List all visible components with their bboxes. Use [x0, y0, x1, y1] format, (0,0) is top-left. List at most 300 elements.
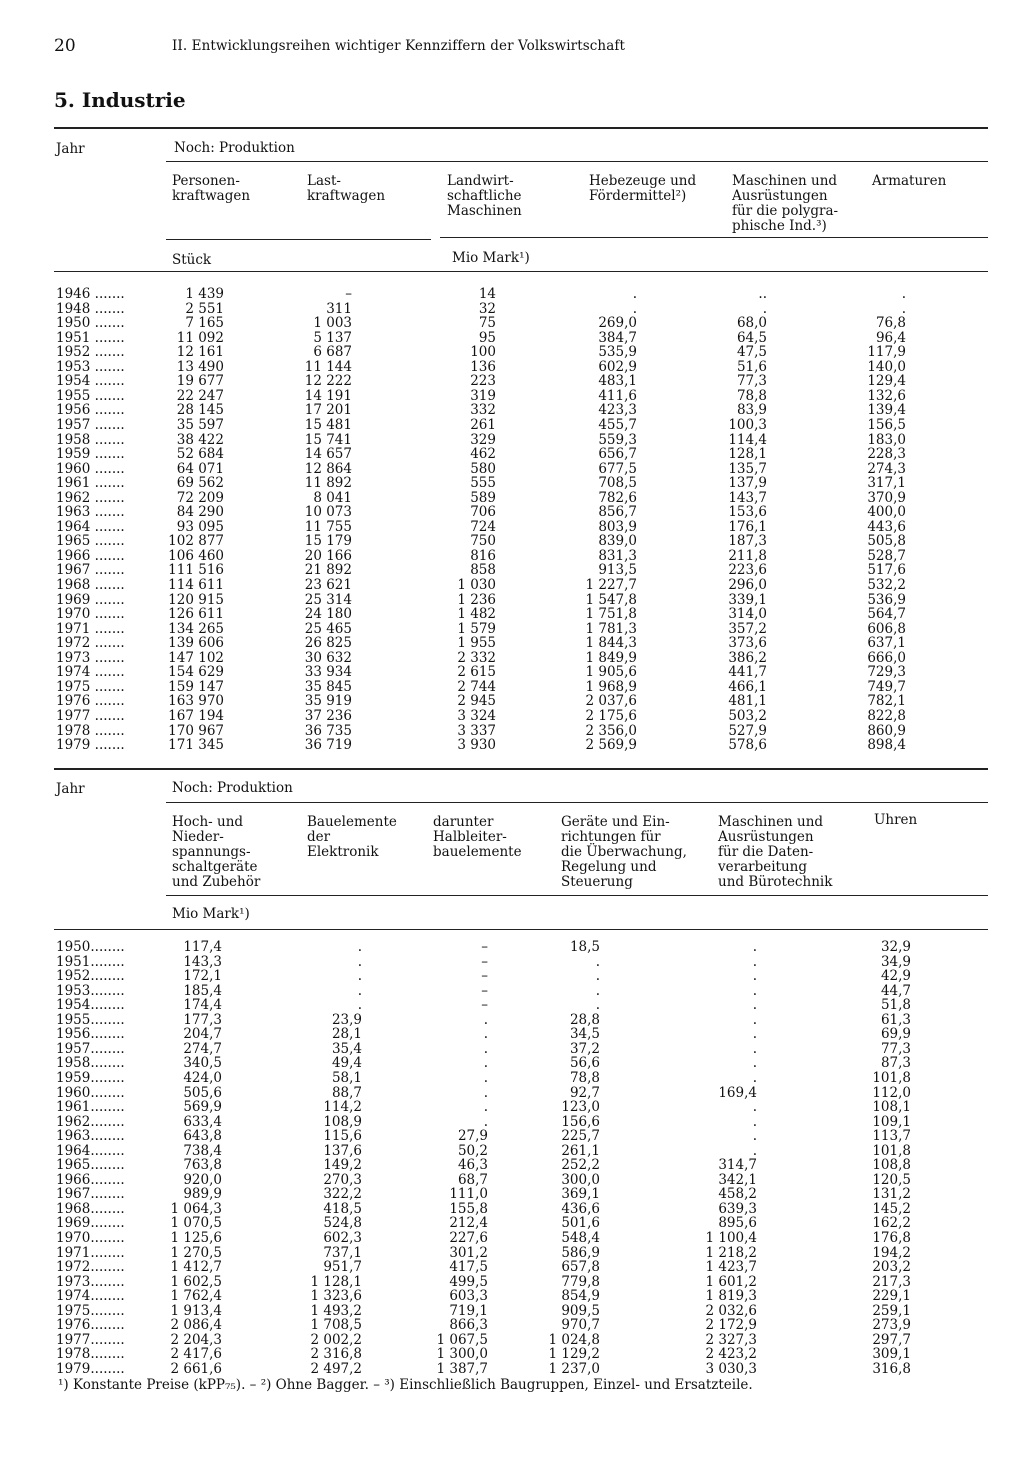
value-cell: 386,2: [728, 649, 767, 666]
table2-col-header-line: verarbeitung: [718, 859, 807, 875]
table-row: [56, 345, 986, 360]
value-cell: 729,3: [867, 664, 906, 681]
value-cell: 68,0: [736, 315, 767, 332]
table-row: [56, 1260, 986, 1275]
value-cell: 19 677: [176, 373, 224, 390]
value-cell: 1 579: [457, 620, 496, 637]
value-cell: 139 606: [168, 635, 224, 652]
year-cell: 1962........: [56, 1113, 125, 1130]
value-cell: 854,9: [561, 1288, 600, 1305]
table-row: [56, 1071, 986, 1086]
year-cell: 1955........: [56, 1011, 125, 1028]
value-cell: 17 201: [304, 402, 352, 419]
value-cell: 72 209: [176, 489, 224, 506]
value-cell: .: [357, 997, 362, 1014]
value-cell: 274,3: [867, 460, 906, 477]
value-cell: 311: [326, 300, 352, 317]
value-cell: 1 387,7: [436, 1360, 488, 1377]
value-cell: 27,9: [457, 1128, 488, 1145]
value-cell: 639,3: [718, 1200, 757, 1217]
value-cell: 15 481: [304, 416, 352, 433]
table-row: [56, 578, 986, 593]
value-cell: 1 601,2: [705, 1273, 757, 1290]
value-cell: 20 166: [304, 547, 352, 564]
value-cell: .: [752, 968, 757, 985]
value-cell: 2 327,3: [705, 1331, 757, 1348]
table2-col-header-line: die Überwachung,: [561, 844, 687, 860]
table2-col-header-line: Hoch- und: [172, 814, 244, 830]
table2-col-header: [561, 815, 687, 890]
value-cell: 779,8: [561, 1273, 600, 1290]
value-cell: 128,1: [728, 446, 767, 463]
value-cell: 332: [470, 402, 496, 419]
value-cell: 317,1: [867, 475, 906, 492]
value-cell: 96,4: [875, 329, 906, 346]
value-cell: 22 247: [176, 387, 224, 404]
value-cell: 1 547,8: [585, 591, 637, 608]
table1-unit-stueck: Stück: [172, 252, 212, 268]
value-cell: 211,8: [728, 547, 767, 564]
table-row: [56, 1289, 986, 1304]
year-cell: 1961........: [56, 1099, 125, 1116]
value-cell: 108,1: [872, 1099, 911, 1116]
table2-col-header-line: Maschinen und: [718, 814, 824, 830]
year-cell: 1969 .......: [56, 591, 125, 608]
value-cell: 724: [470, 518, 496, 535]
table1-col-header: [447, 174, 522, 219]
year-cell: 1975........: [56, 1302, 125, 1319]
value-cell: 10 073: [304, 504, 352, 521]
value-cell: 5 137: [313, 329, 352, 346]
value-cell: 135,7: [728, 460, 767, 477]
value-cell: 136: [470, 358, 496, 375]
value-cell: 25 465: [304, 620, 352, 637]
value-cell: 147 102: [168, 649, 224, 666]
value-cell: 34,5: [569, 1026, 600, 1043]
table1-col-header-line: Landwirt-: [447, 173, 514, 189]
value-cell: 77,3: [880, 1040, 911, 1057]
value-cell: 156,6: [561, 1113, 600, 1130]
table-row: [56, 1158, 986, 1173]
table1-col-header-line: Last-: [307, 173, 341, 189]
value-cell: 536,9: [867, 591, 906, 608]
year-cell: 1957........: [56, 1040, 125, 1057]
value-cell: 677,5: [598, 460, 637, 477]
table-row: [56, 998, 986, 1013]
value-cell: .: [752, 1055, 757, 1072]
value-cell: 261: [470, 416, 496, 433]
table1-group-rule: [166, 161, 988, 162]
value-cell: 384,7: [598, 329, 637, 346]
value-cell: 113,7: [872, 1128, 911, 1145]
value-cell: 329: [470, 431, 496, 448]
table1-col-header-line: Hebezeuge und: [589, 173, 697, 189]
value-cell: 2 175,6: [585, 707, 637, 724]
value-cell: .: [483, 1011, 488, 1028]
table1-col-header-line: kraftwagen: [172, 188, 251, 204]
value-cell: .: [595, 997, 600, 1014]
value-cell: 21 892: [304, 562, 352, 579]
table2-col-header: [433, 815, 522, 860]
table2-col-header-line: für die Daten-: [718, 844, 814, 860]
value-cell: 30 632: [304, 649, 352, 666]
table2-body: [56, 940, 986, 1375]
value-cell: 499,5: [449, 1273, 488, 1290]
year-cell: 1972........: [56, 1259, 125, 1276]
value-cell: 666,0: [867, 649, 906, 666]
value-cell: 274,7: [183, 1040, 222, 1057]
value-cell: .: [595, 968, 600, 985]
value-cell: .: [752, 1099, 757, 1116]
value-cell: 47,5: [736, 344, 767, 361]
value-cell: 7 165: [185, 315, 224, 332]
value-cell: 32: [478, 300, 496, 317]
value-cell: .: [632, 300, 637, 317]
year-cell: 1977 .......: [56, 707, 125, 724]
table2-col-header: [172, 815, 260, 890]
value-cell: 411,6: [598, 387, 637, 404]
value-cell: 204,7: [183, 1026, 222, 1043]
value-cell: 137,6: [323, 1142, 362, 1159]
value-cell: 115,6: [323, 1128, 362, 1145]
value-cell: 314,7: [718, 1157, 757, 1174]
value-cell: 314,0: [728, 606, 767, 623]
table1-col-header: [307, 174, 385, 204]
value-cell: 126 611: [168, 606, 224, 623]
value-cell: 436,6: [561, 1200, 600, 1217]
value-cell: 782,1: [867, 693, 906, 710]
value-cell: 78,8: [569, 1069, 600, 1086]
value-cell: 309,1: [872, 1346, 911, 1363]
value-cell: 12 864: [304, 460, 352, 477]
value-cell: 555: [470, 475, 496, 492]
value-cell: 517,6: [867, 562, 906, 579]
value-cell: 28,1: [331, 1026, 362, 1043]
value-cell: 1 482: [457, 606, 496, 623]
table1-year-label: Jahr: [56, 141, 85, 157]
value-cell: 77,3: [736, 373, 767, 390]
value-cell: 163 970: [168, 693, 224, 710]
year-cell: 1963........: [56, 1128, 125, 1145]
value-cell: 156,5: [867, 416, 906, 433]
table-row: [56, 1362, 986, 1377]
table1-body: [56, 287, 986, 757]
value-cell: 462: [470, 446, 496, 463]
value-cell: 56,6: [569, 1055, 600, 1072]
table2-col-header-line: richtungen für: [561, 829, 661, 845]
value-cell: 78,8: [736, 387, 767, 404]
value-cell: 858: [470, 562, 496, 579]
table-row: [56, 1129, 986, 1144]
value-cell: 120 915: [168, 591, 224, 608]
value-cell: 369,1: [561, 1186, 600, 1203]
value-cell: 564,7: [867, 606, 906, 623]
value-cell: .: [752, 1069, 757, 1086]
year-cell: 1974........: [56, 1288, 125, 1305]
value-cell: 637,1: [867, 635, 906, 652]
value-cell: 217,3: [872, 1273, 911, 1290]
table2-group-rule: [166, 802, 988, 803]
table2-col-header-line: schaltgeräte: [172, 859, 258, 875]
value-cell: –: [481, 968, 488, 985]
value-cell: 423,3: [598, 402, 637, 419]
table1-col-header-line: Fördermittel²): [589, 188, 687, 204]
value-cell: 11 755: [304, 518, 352, 535]
value-cell: 1 781,3: [585, 620, 637, 637]
value-cell: 322,2: [323, 1186, 362, 1203]
value-cell: 92,7: [569, 1084, 600, 1101]
year-cell: 1965........: [56, 1157, 125, 1174]
table1-col-header-line: Maschinen und: [732, 173, 838, 189]
value-cell: 418,5: [323, 1200, 362, 1217]
table2-unit-rule: [166, 895, 988, 896]
value-cell: 2 569,9: [585, 737, 637, 754]
value-cell: 23 621: [304, 577, 352, 593]
value-cell: .: [752, 953, 757, 970]
value-cell: 149,2: [323, 1157, 362, 1174]
value-cell: 719,1: [449, 1302, 488, 1319]
value-cell: 171 345: [168, 737, 224, 754]
year-cell: 1968 .......: [56, 577, 125, 593]
value-cell: .: [901, 300, 906, 317]
value-cell: 913,5: [598, 562, 637, 579]
year-cell: 1961 .......: [56, 475, 125, 492]
value-cell: 203,2: [872, 1259, 911, 1276]
value-cell: 174,4: [183, 997, 222, 1014]
value-cell: .: [762, 300, 767, 317]
value-cell: 2 615: [457, 664, 496, 681]
value-cell: 46,3: [457, 1157, 488, 1174]
value-cell: 108,9: [323, 1113, 362, 1130]
year-cell: 1955 .......: [56, 387, 125, 404]
table2-col-header: [874, 813, 917, 828]
value-cell: 129,4: [867, 373, 906, 390]
value-cell: .: [632, 286, 637, 302]
value-cell: 1 905,6: [585, 664, 637, 681]
year-cell: 1966........: [56, 1171, 125, 1188]
year-cell: 1951........: [56, 953, 125, 970]
value-cell: 120,5: [872, 1171, 911, 1188]
year-cell: 1946 .......: [56, 286, 125, 302]
value-cell: 3 337: [457, 722, 496, 739]
table1-top-rule: [54, 127, 988, 129]
value-cell: 466,1: [728, 678, 767, 695]
value-cell: .: [483, 1040, 488, 1057]
year-cell: 1966 .......: [56, 547, 125, 564]
value-cell: 1 323,6: [310, 1288, 362, 1305]
value-cell: 11 892: [304, 475, 352, 492]
value-cell: 1 968,9: [585, 678, 637, 695]
value-cell: 259,1: [872, 1302, 911, 1319]
value-cell: 951,7: [323, 1259, 362, 1276]
value-cell: 28 145: [176, 402, 224, 419]
value-cell: 227,6: [449, 1230, 488, 1246]
value-cell: .: [483, 1055, 488, 1072]
value-cell: 176,8: [872, 1230, 911, 1246]
value-cell: 633,4: [183, 1113, 222, 1130]
value-cell: 2 417,6: [170, 1346, 222, 1363]
value-cell: 23,9: [331, 1011, 362, 1028]
value-cell: 123,0: [561, 1099, 600, 1116]
value-cell: 58,1: [331, 1069, 362, 1086]
value-cell: 108,8: [872, 1157, 911, 1174]
value-cell: 273,9: [872, 1317, 911, 1334]
table2-col-header-line: darunter: [433, 814, 494, 830]
value-cell: 455,7: [598, 416, 637, 433]
value-cell: 578,6: [728, 737, 767, 754]
table2-col-header-line: und Bürotechnik: [718, 874, 833, 890]
table2-col-header-line: Geräte und Ein-: [561, 814, 670, 830]
value-cell: 34,9: [880, 953, 911, 970]
value-cell: –: [481, 982, 488, 999]
table-row: [56, 287, 986, 302]
table2-col-header-line: Bauelemente: [307, 814, 397, 830]
value-cell: 212,4: [449, 1215, 488, 1232]
year-cell: 1978........: [56, 1346, 125, 1363]
year-cell: 1954........: [56, 997, 125, 1014]
value-cell: 370,9: [867, 489, 906, 506]
value-cell: 114,4: [728, 431, 767, 448]
year-cell: 1958 .......: [56, 431, 125, 448]
table-row: [56, 607, 986, 622]
value-cell: 301,2: [449, 1244, 488, 1261]
value-cell: 64,5: [736, 329, 767, 346]
table2-top-rule: [54, 768, 988, 770]
value-cell: 458,2: [718, 1186, 757, 1203]
year-cell: 1953........: [56, 982, 125, 999]
footnote: ¹) Konstante Preise (kPP₇₅). – ²) Ohne Bagger. – ³) Einschließlich Baugruppen, Einzel- und Ersatzteile.: [58, 1377, 753, 1393]
value-cell: 187,3: [728, 533, 767, 550]
value-cell: 373,6: [728, 635, 767, 652]
value-cell: 1 708,5: [310, 1317, 362, 1334]
value-cell: 1 412,7: [170, 1259, 222, 1276]
value-cell: 569,9: [183, 1099, 222, 1116]
value-cell: 589: [470, 489, 496, 506]
year-cell: 1979 .......: [56, 737, 125, 754]
value-cell: 37 236: [304, 707, 352, 724]
value-cell: 111,0: [449, 1186, 488, 1203]
value-cell: 2 945: [457, 693, 496, 710]
table1-col-header-line: Maschinen: [447, 203, 522, 219]
table1-col-header-line: Armaturen: [872, 173, 947, 189]
value-cell: 49,4: [331, 1055, 362, 1072]
value-cell: 177,3: [183, 1011, 222, 1028]
value-cell: 657,8: [561, 1259, 600, 1276]
value-cell: 14 191: [304, 387, 352, 404]
value-cell: 102 877: [168, 533, 224, 550]
table2-col-header: [718, 815, 832, 890]
value-cell: 822,8: [867, 707, 906, 724]
value-cell: 100: [470, 344, 496, 361]
value-cell: 839,0: [598, 533, 637, 550]
table2-col-header-line: Elektronik: [307, 844, 379, 860]
value-cell: 532,2: [867, 577, 906, 593]
value-cell: 261,1: [561, 1142, 600, 1159]
value-cell: 503,2: [728, 707, 767, 724]
value-cell: 28,8: [569, 1011, 600, 1028]
value-cell: 140,0: [867, 358, 906, 375]
value-cell: 270,3: [323, 1171, 362, 1188]
value-cell: 297,7: [872, 1331, 911, 1348]
value-cell: 1 024,8: [548, 1331, 600, 1348]
value-cell: .: [483, 1026, 488, 1043]
year-cell: 1970 .......: [56, 606, 125, 623]
value-cell: 528,7: [867, 547, 906, 564]
table2-body-rule: [54, 929, 988, 930]
value-cell: 2 172,9: [705, 1317, 757, 1334]
year-cell: 1959 .......: [56, 446, 125, 463]
table1-col-header-line: phische Ind.³): [732, 218, 827, 234]
value-cell: 2 744: [457, 678, 496, 695]
value-cell: 920,0: [183, 1171, 222, 1188]
value-cell: 100,3: [728, 416, 767, 433]
value-cell: 1 067,5: [436, 1331, 488, 1348]
year-cell: 1950........: [56, 939, 125, 955]
value-cell: 38 422: [176, 431, 224, 448]
value-cell: 11 144: [304, 358, 352, 375]
value-cell: 155,8: [449, 1200, 488, 1217]
value-cell: 1 003: [313, 315, 352, 332]
value-cell: 25 314: [304, 591, 352, 608]
year-cell: 1979........: [56, 1360, 125, 1377]
value-cell: 400,0: [867, 504, 906, 521]
table2-col-header-line: der: [307, 829, 331, 845]
value-cell: 162,2: [872, 1215, 911, 1232]
value-cell: 36 735: [304, 722, 352, 739]
value-cell: 606,8: [867, 620, 906, 637]
year-cell: 1956 .......: [56, 402, 125, 419]
year-cell: 1970........: [56, 1230, 125, 1246]
value-cell: .: [483, 1113, 488, 1130]
value-cell: 2 086,4: [170, 1317, 222, 1334]
value-cell: 856,7: [598, 504, 637, 521]
table2-col-header: [307, 815, 397, 860]
value-cell: 3 030,3: [705, 1360, 757, 1377]
value-cell: 36 719: [304, 737, 352, 754]
value-cell: .: [752, 939, 757, 955]
year-cell: 1952........: [56, 968, 125, 985]
value-cell: .: [752, 1040, 757, 1057]
value-cell: 1 129,2: [548, 1346, 600, 1363]
value-cell: 68,7: [457, 1171, 488, 1188]
value-cell: .: [752, 1011, 757, 1028]
value-cell: 117,4: [183, 939, 222, 955]
value-cell: 32,9: [880, 939, 911, 955]
value-cell: 501,6: [561, 1215, 600, 1232]
value-cell: 898,4: [867, 737, 906, 754]
value-cell: .: [595, 982, 600, 999]
value-cell: 114,2: [323, 1099, 362, 1116]
value-cell: 15 741: [304, 431, 352, 448]
year-cell: 1965 .......: [56, 533, 125, 550]
value-cell: 114 611: [168, 577, 224, 593]
value-cell: 860,9: [867, 722, 906, 739]
value-cell: .: [357, 953, 362, 970]
value-cell: 101,8: [872, 1142, 911, 1159]
year-cell: 1967........: [56, 1186, 125, 1203]
year-cell: 1953 .......: [56, 358, 125, 375]
value-cell: 169,4: [718, 1084, 757, 1101]
value-cell: 580: [470, 460, 496, 477]
year-cell: 1950 .......: [56, 315, 125, 332]
year-cell: 1963 .......: [56, 504, 125, 521]
value-cell: 1 218,2: [705, 1244, 757, 1261]
table-row: [56, 1231, 986, 1246]
table1-col-header-line: Personen-: [172, 173, 240, 189]
value-cell: .: [752, 1026, 757, 1043]
value-cell: 2 661,6: [170, 1360, 222, 1377]
value-cell: 183,0: [867, 431, 906, 448]
